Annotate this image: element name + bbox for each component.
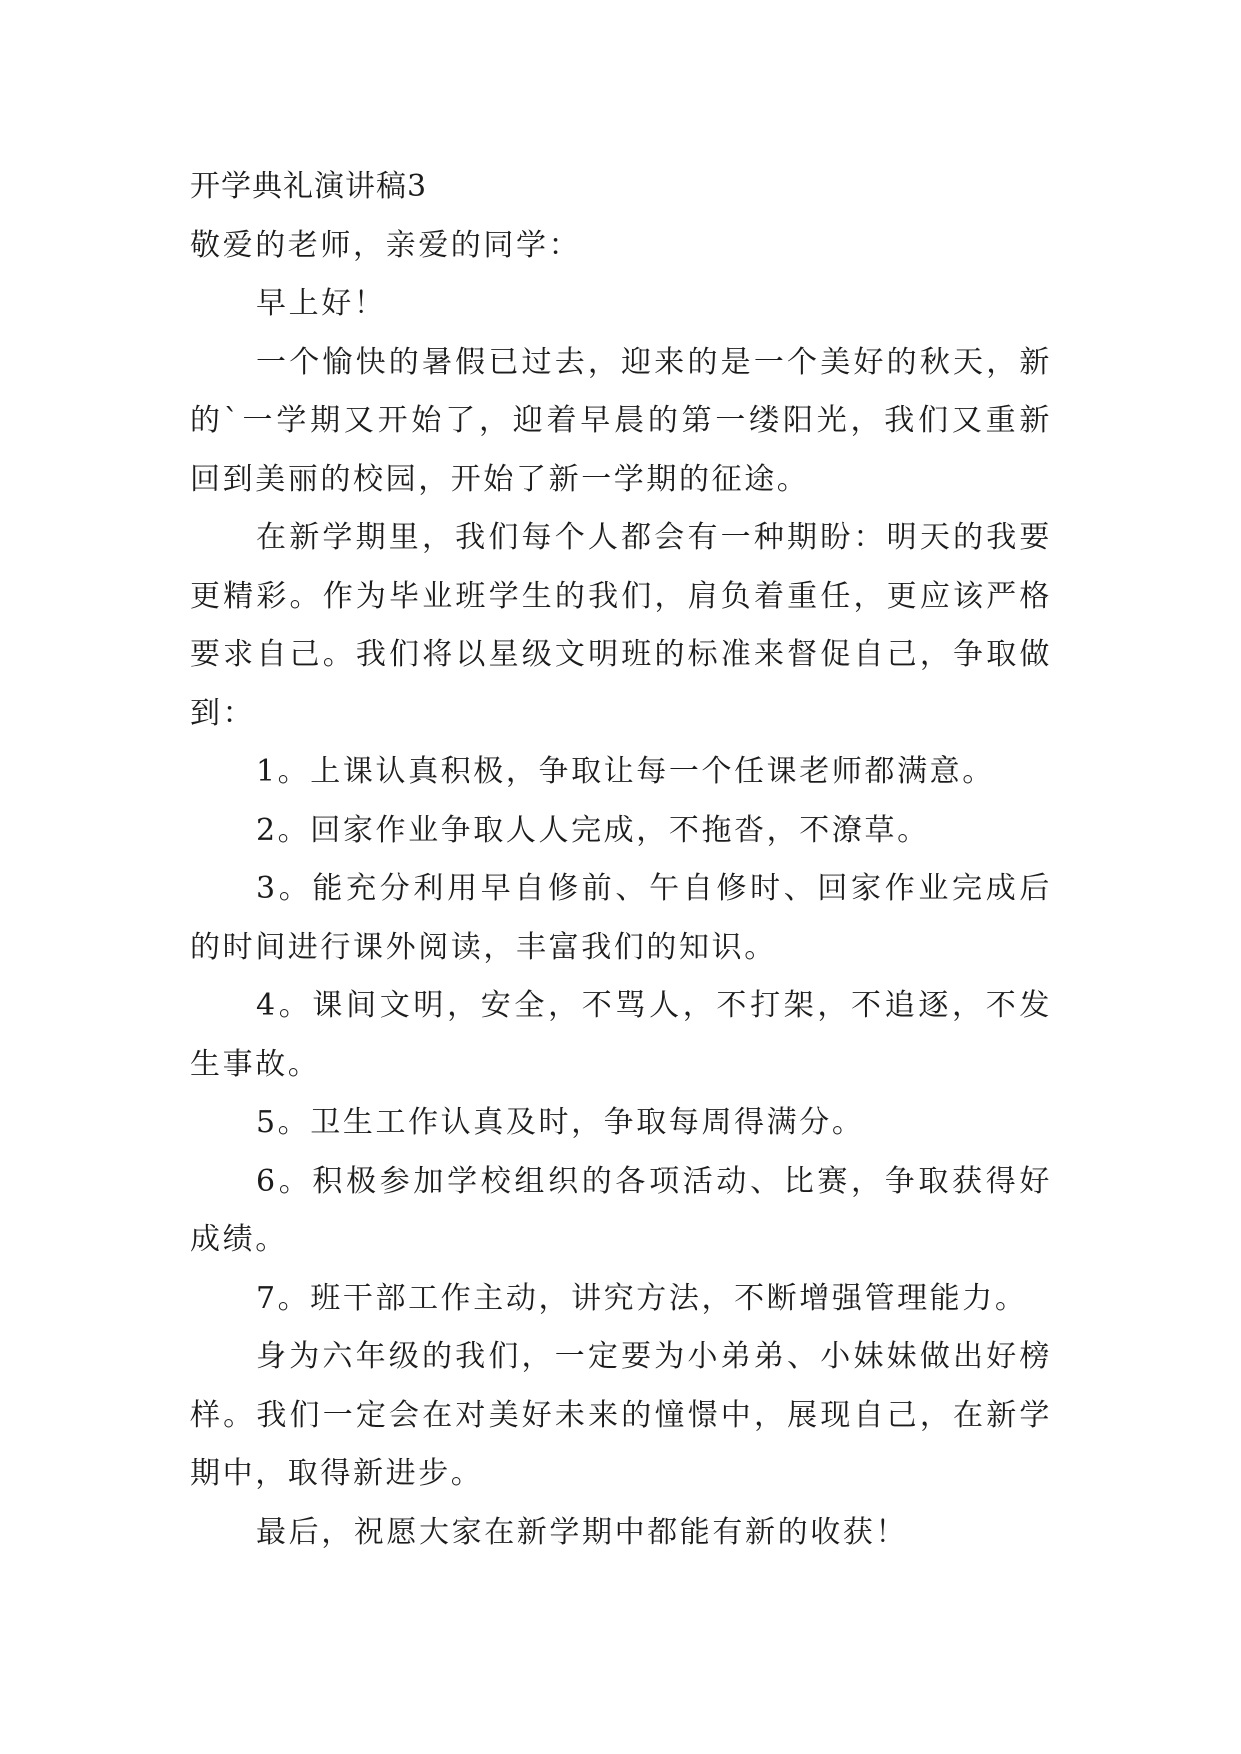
document-title: 开学典礼演讲稿3 [190,169,428,204]
paragraph-role-model: 身为六年级的我们，一定要为小弟弟、小妹妹做出好榜样。我们一定会在对美好未来的憧憬中，展现自己，在新学期中，取得新进步。 [190,1339,1052,1491]
list-item-5: 5。卫生工作认真及时，争取每周得满分。 [256,1105,865,1140]
list-item-4: 4。课间文明，安全，不骂人，不打架，不追逐，不发生事故。 [190,988,1052,1082]
paragraph-greeting: 早上好！ [256,286,387,321]
list-item-1: 1。上课认真积极，争取让每一个任课老师都满意。 [256,754,995,789]
paragraph-intro: 一个愉快的暑假已过去，迎来的是一个美好的秋天，新的`一学期又开始了，迎着早晨的第一缕阳光，我们又重新回到美丽的校园，开始了新一学期的征途。 [190,344,1052,497]
paragraph-closing: 最后，祝愿大家在新学期中都能有新的收获！ [256,1514,908,1550]
paragraph-expectation: 在新学期里，我们每个人都会有一种期盼：明天的我要更精彩。作为毕业班学生的我们，肩负着重任，更应该严格要求自己。我们将以星级文明班的标准来督促自己，争取做到： [190,520,1052,731]
list-item-7: 7。班干部工作主动，讲究方法，不断增强管理能力。 [256,1280,1028,1316]
list-item-2: 2。回家作业争取人人完成，不拖沓，不潦草。 [256,812,930,848]
document-body [190,158,1052,1562]
list-item-3: 3。能充分利用早自修前、午自修时、回家作业完成后的时间进行课外阅读，丰富我们的知识。 [190,871,1052,965]
salutation: 敬爱的老师，亲爱的同学： [190,227,582,263]
list-item-6: 6。积极参加学校组织的各项活动、比赛，争取获得好成绩。 [190,1163,1052,1257]
